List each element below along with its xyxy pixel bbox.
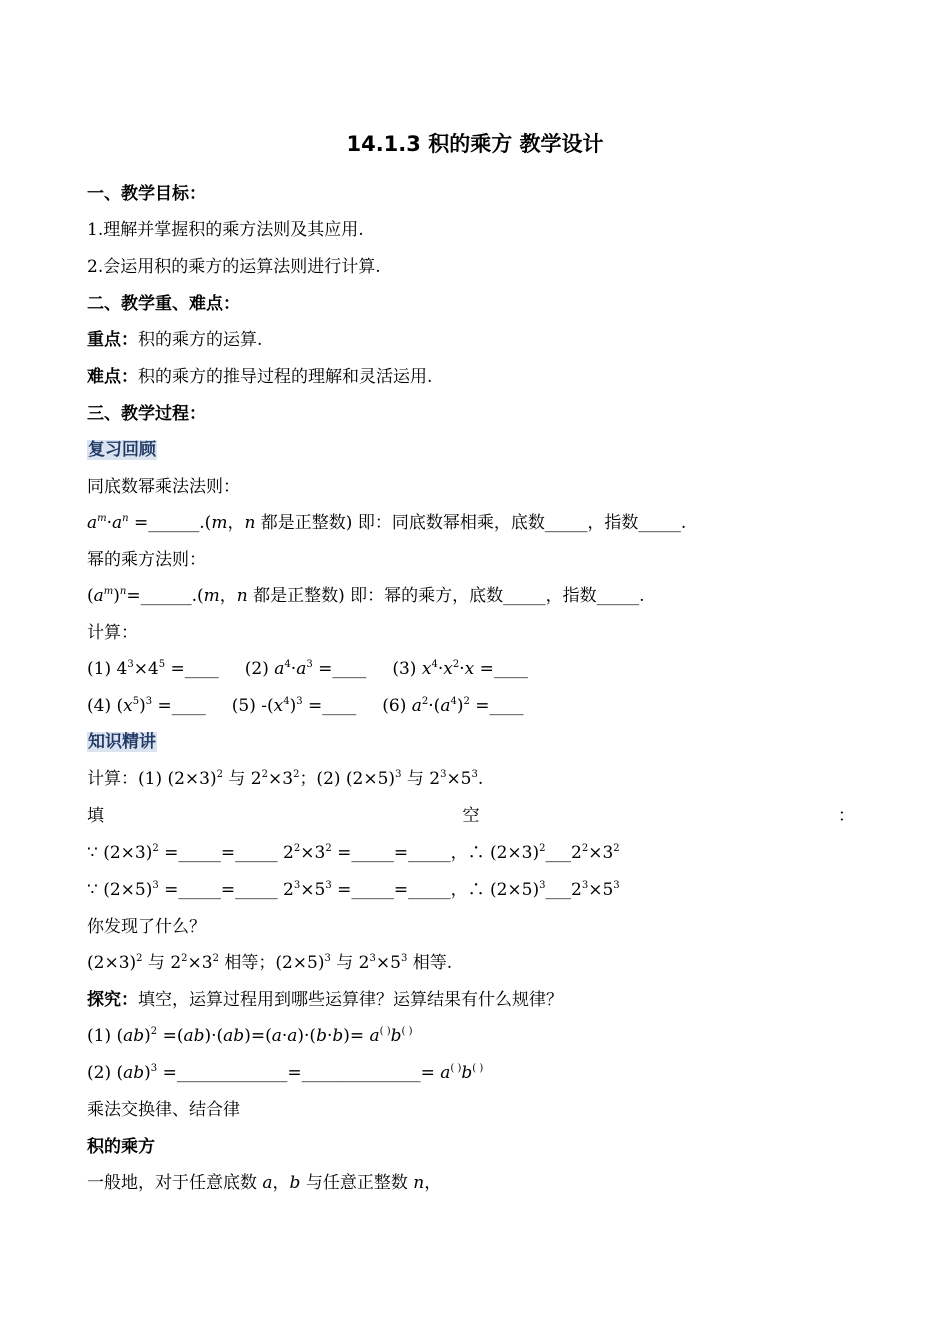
section-key-points: 二、教学重、难点： [87,294,240,314]
discover-question: 你发现了什么？ [87,917,206,937]
difficult-point: 难点：积的乘方的推导过程的理解和灵活运用. [87,367,433,387]
key-point: 重点：积的乘方的运算. [87,330,263,350]
section-teaching-goals: 一、教学目标： [87,184,206,204]
explore-step-2: (2) (ab)$^3$ =_____________=______________= a( )b( ) [87,1063,484,1083]
rule1-formula: $a^m\cdot a^n$ =______.(m，n 都是正整数) 即：同底数幂相乘，底数_____，指数_____. [87,513,687,533]
page-title: 14.1.3 积的乘方 教学设计 [346,132,604,156]
calc-label: 计算： [87,623,138,643]
general-statement: 一般地，对于任意底数 a，b 与任意正整数 n， [87,1173,442,1193]
knowledge-heading: 知识精讲 [88,732,156,752]
explore-line: 探究：填空，运算过程用到哪些运算律？运算结果有什么规律？ [87,990,563,1010]
product-power-heading: 积的乘方 [87,1137,155,1157]
rule2-title: 幂的乘方法则： [87,550,206,570]
laws-line: 乘法交换律、结合律 [87,1100,240,1120]
calc-row-1: (1) $4^3\times 4^5$ =____ (2) $a^4\cdot a^3$ =____ (3) $x^4\cdot x^2\cdot x$ =____ [87,659,528,679]
review-heading: 复习回顾 [88,440,156,460]
calc2-line: 计算：(1) $(2\times 3)^2$ 与 $2^2\times 3^2$；(2) $(2\times 5)^3$ 与 $2^3\times 5^3$. [87,769,484,789]
goal-1: 1.理解并掌握积的乘方法则及其应用. [87,220,364,240]
because-line-1: ∵ $(2\times 3)^2$ =_____=_____ $2^2\times 3^2$ =_____=_____，∴ $(2\times 3)^2\_\_\_2^2\times 3^2$ [87,843,620,863]
fill-blank-line: 填 空 ： [87,806,855,826]
explore-step-1: (1) (ab)$^2$ =(ab)·(ab)=(a·a)·(b·b)= a( )b( ) [87,1026,413,1046]
goal-2: 2.会运用积的乘方的运算法则进行计算. [87,257,381,277]
rule2-formula: $(a^m)^n=\_\_\_\_\_\_.(m$，n 都是正整数) 即：幂的乘方，底数_____，指数_____. [87,586,645,606]
discover-answer: $(2\times 3)^2$ 与 $2^2\times 3^2$ 相等；$(2\times 5)^3$ 与 $2^3\times 5^3$ 相等. [87,953,453,973]
rule1-title: 同底数幂乘法法则： [87,477,240,497]
because-line-2: ∵ $(2\times 5)^3$ =_____=_____ $2^3\times 5^3$ =_____=_____，∴ $(2\times 5)^3\_\_\_2^3\times 5^3$ [87,880,620,900]
calc-row-2: (4) $(x^5)^3$ =____ (5) $-(x^4)^3$ =____ (6) $a^2\cdot(a^4)^2$ =____ [87,696,524,716]
section-process: 三、教学过程： [87,404,206,424]
